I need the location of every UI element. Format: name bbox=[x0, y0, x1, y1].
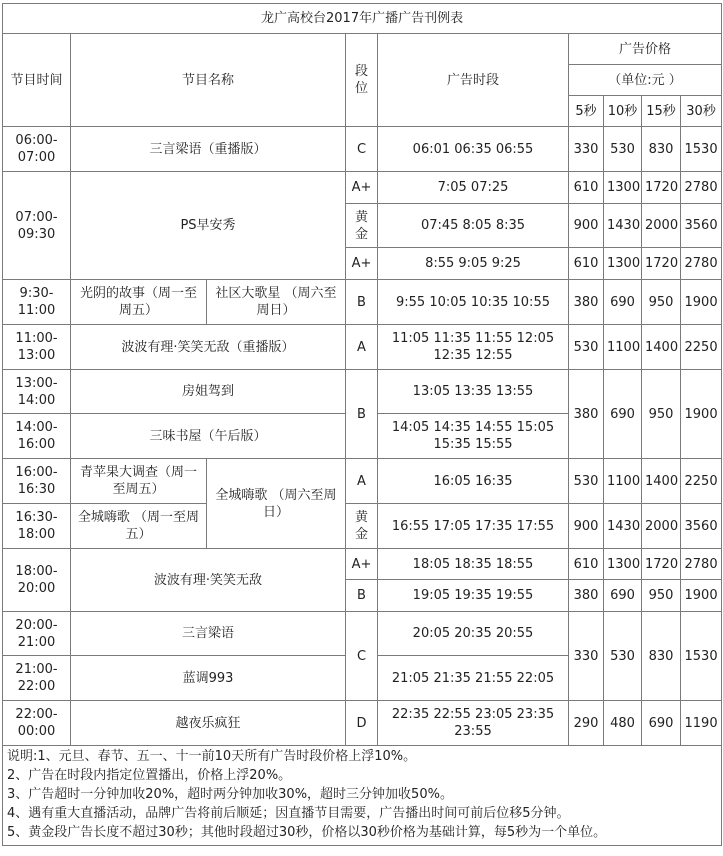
slots-cell: 7:05 07:25 bbox=[378, 172, 569, 204]
slots-cell: 14:05 14:35 14:55 15:05 15:35 15:55 bbox=[378, 414, 569, 459]
program-cell: 房姐驾到 bbox=[71, 370, 346, 414]
price-cell: 830 bbox=[642, 127, 681, 172]
header-unit: （单位:元 ） bbox=[569, 65, 722, 96]
price-cell: 380 bbox=[569, 370, 604, 459]
program-cell-weekend: 社区大歌星 （周六至周日） bbox=[207, 280, 346, 325]
slots-cell: 20:05 20:35 20:55 bbox=[378, 612, 569, 656]
price-cell: 3560 bbox=[681, 504, 722, 549]
price-cell: 530 bbox=[569, 459, 604, 504]
price-cell: 330 bbox=[569, 612, 604, 701]
table-row bbox=[3, 127, 722, 172]
tier-cell: C bbox=[346, 612, 378, 701]
price-cell: 950 bbox=[642, 580, 681, 612]
time-cell: 22:00-00:00 bbox=[3, 701, 71, 746]
time-cell: 20:00-21:00 bbox=[3, 612, 71, 656]
price-cell: 330 bbox=[569, 127, 604, 172]
slots-cell: 11:05 11:35 11:55 12:05 12:35 12:55 bbox=[378, 325, 569, 370]
program-cell-weekday: 全城嗨歌 （周一至周五） bbox=[71, 504, 207, 549]
tier-cell: A+ bbox=[346, 549, 378, 580]
tier-cell: C bbox=[346, 127, 378, 172]
tier-cell: A+ bbox=[346, 248, 378, 280]
price-cell: 380 bbox=[569, 580, 604, 612]
slots-cell: 21:05 21:35 21:55 22:05 bbox=[378, 656, 569, 701]
tier-cell: A bbox=[346, 459, 378, 504]
slots-cell: 22:35 22:55 23:05 23:35 23:55 bbox=[378, 701, 569, 746]
note-line: 3、广告超时一分钟加收20%，超时两分钟加收30%，超时三分钟加收50%。 bbox=[7, 787, 453, 802]
price-cell: 1100 bbox=[604, 325, 642, 370]
price-cell: 2780 bbox=[681, 549, 722, 580]
note-line: 4、遇有重大直播活动，品牌广告将前后顺延；因直播节目需要，广告播出时间可前后位移5分钟。 bbox=[7, 806, 570, 821]
time-cell: 11:00-13:00 bbox=[3, 325, 71, 370]
price-cell: 2250 bbox=[681, 325, 722, 370]
tier-cell: D bbox=[346, 701, 378, 746]
price-cell: 290 bbox=[569, 701, 604, 746]
price-cell: 1430 bbox=[604, 204, 642, 248]
program-cell-weekday: 光阴的故事（周一至周五） bbox=[71, 280, 207, 325]
price-cell: 1430 bbox=[604, 504, 642, 549]
program-cell: 三味书屋（午后版） bbox=[71, 414, 346, 459]
tier-cell: A bbox=[346, 325, 378, 370]
price-cell: 690 bbox=[604, 580, 642, 612]
header-duration-5s: 5秒 bbox=[569, 96, 604, 127]
table-row bbox=[3, 612, 722, 656]
slots-cell: 16:55 17:05 17:35 17:55 bbox=[378, 504, 569, 549]
table-title: 龙广高校台2017年广播广告刊例表 bbox=[3, 4, 722, 34]
price-cell: 1400 bbox=[642, 459, 681, 504]
rate-card-table bbox=[2, 3, 722, 846]
price-cell: 900 bbox=[569, 204, 604, 248]
slots-cell: 9:55 10:05 10:35 10:55 bbox=[378, 280, 569, 325]
program-cell-weekend: 全城嗨歌 （周六至周日） bbox=[207, 459, 346, 549]
tier-cell: 黄金 bbox=[346, 504, 378, 549]
price-cell: 900 bbox=[569, 504, 604, 549]
price-cell: 2000 bbox=[642, 504, 681, 549]
header-duration-30s: 30秒 bbox=[681, 96, 722, 127]
price-cell: 950 bbox=[642, 280, 681, 325]
price-cell: 1720 bbox=[642, 172, 681, 204]
price-cell: 1720 bbox=[642, 248, 681, 280]
time-cell: 18:00-20:00 bbox=[3, 549, 71, 612]
price-cell: 1900 bbox=[681, 580, 722, 612]
slots-cell: 06:01 06:35 06:55 bbox=[378, 127, 569, 172]
time-cell: 21:00-22:00 bbox=[3, 656, 71, 701]
notes-block bbox=[3, 746, 722, 846]
price-cell: 830 bbox=[642, 612, 681, 701]
header-duration-15s: 15秒 bbox=[642, 96, 681, 127]
price-cell: 950 bbox=[642, 370, 681, 459]
tier-cell: B bbox=[346, 580, 378, 612]
time-cell: 13:00-14:00 bbox=[3, 370, 71, 414]
price-cell: 1720 bbox=[642, 549, 681, 580]
price-cell: 610 bbox=[569, 549, 604, 580]
slots-cell: 16:05 16:35 bbox=[378, 459, 569, 504]
price-cell: 1900 bbox=[681, 280, 722, 325]
price-cell: 2000 bbox=[642, 204, 681, 248]
table-row bbox=[3, 172, 722, 204]
header-tier: 段位 bbox=[346, 34, 378, 127]
header-slots: 广告时段 bbox=[378, 34, 569, 127]
price-cell: 610 bbox=[569, 172, 604, 204]
price-cell: 610 bbox=[569, 248, 604, 280]
price-cell: 1300 bbox=[604, 172, 642, 204]
price-cell: 1190 bbox=[681, 701, 722, 746]
price-cell: 1530 bbox=[681, 127, 722, 172]
time-cell: 16:30-18:00 bbox=[3, 504, 71, 549]
time-cell: 06:00-07:00 bbox=[3, 127, 71, 172]
program-cell: 越夜乐疯狂 bbox=[71, 701, 346, 746]
price-cell: 2780 bbox=[681, 172, 722, 204]
program-cell: 三言梁语 bbox=[71, 612, 346, 656]
price-cell: 1300 bbox=[604, 248, 642, 280]
slots-cell: 19:05 19:35 19:55 bbox=[378, 580, 569, 612]
price-cell: 1530 bbox=[681, 612, 722, 701]
table-row bbox=[3, 701, 722, 746]
price-cell: 690 bbox=[604, 370, 642, 459]
tier-cell: B bbox=[346, 370, 378, 459]
slots-cell: 18:05 18:35 18:55 bbox=[378, 549, 569, 580]
time-cell: 9:30-11:00 bbox=[3, 280, 71, 325]
program-cell: 波波有理·笑笑无敌（重播版） bbox=[71, 325, 346, 370]
header-time: 节目时间 bbox=[3, 34, 71, 127]
header-program: 节目名称 bbox=[71, 34, 346, 127]
table-row bbox=[3, 325, 722, 370]
table-row bbox=[3, 459, 722, 504]
header-duration-10s: 10秒 bbox=[604, 96, 642, 127]
price-cell: 530 bbox=[569, 325, 604, 370]
time-cell: 07:00-09:30 bbox=[3, 172, 71, 280]
program-cell: 波波有理·笑笑无敌 bbox=[71, 549, 346, 612]
price-cell: 690 bbox=[642, 701, 681, 746]
tier-cell: A+ bbox=[346, 172, 378, 204]
program-cell: PS早安秀 bbox=[71, 172, 346, 280]
price-cell: 1300 bbox=[604, 549, 642, 580]
slots-cell: 8:55 9:05 9:25 bbox=[378, 248, 569, 280]
price-cell: 690 bbox=[604, 280, 642, 325]
program-cell: 三言梁语（重播版） bbox=[71, 127, 346, 172]
time-cell: 16:00-16:30 bbox=[3, 459, 71, 504]
price-cell: 2250 bbox=[681, 459, 722, 504]
table-row bbox=[3, 549, 722, 580]
price-cell: 1100 bbox=[604, 459, 642, 504]
price-cell: 530 bbox=[604, 612, 642, 701]
header-price: 广告价格 bbox=[569, 34, 722, 65]
table-row bbox=[3, 370, 722, 414]
note-line: 5、黄金段广告长度不超过30秒；其他时段超过30秒，价格以30秒价格为基础计算，每5秒为一个单位。 bbox=[7, 825, 607, 840]
note-line: 2、广告在时段内指定位置播出，价格上浮20%。 bbox=[7, 768, 292, 783]
price-cell: 1400 bbox=[642, 325, 681, 370]
note-line: 说明:1、元旦、春节、五一、十一前10天所有广告时段价格上浮10%。 bbox=[7, 749, 417, 764]
price-cell: 480 bbox=[604, 701, 642, 746]
price-cell: 380 bbox=[569, 280, 604, 325]
price-cell: 1900 bbox=[681, 370, 722, 459]
table-row bbox=[3, 504, 722, 549]
price-cell: 530 bbox=[604, 127, 642, 172]
price-cell: 2780 bbox=[681, 248, 722, 280]
price-cell: 3560 bbox=[681, 204, 722, 248]
time-cell: 14:00-16:00 bbox=[3, 414, 71, 459]
table-row bbox=[3, 280, 722, 325]
program-cell: 蓝调993 bbox=[71, 656, 346, 701]
slots-cell: 13:05 13:35 13:55 bbox=[378, 370, 569, 414]
tier-cell: 黄金 bbox=[346, 204, 378, 248]
program-cell-weekday: 青苹果大调查（周一至周五） bbox=[71, 459, 207, 504]
slots-cell: 07:45 8:05 8:35 bbox=[378, 204, 569, 248]
tier-cell: B bbox=[346, 280, 378, 325]
